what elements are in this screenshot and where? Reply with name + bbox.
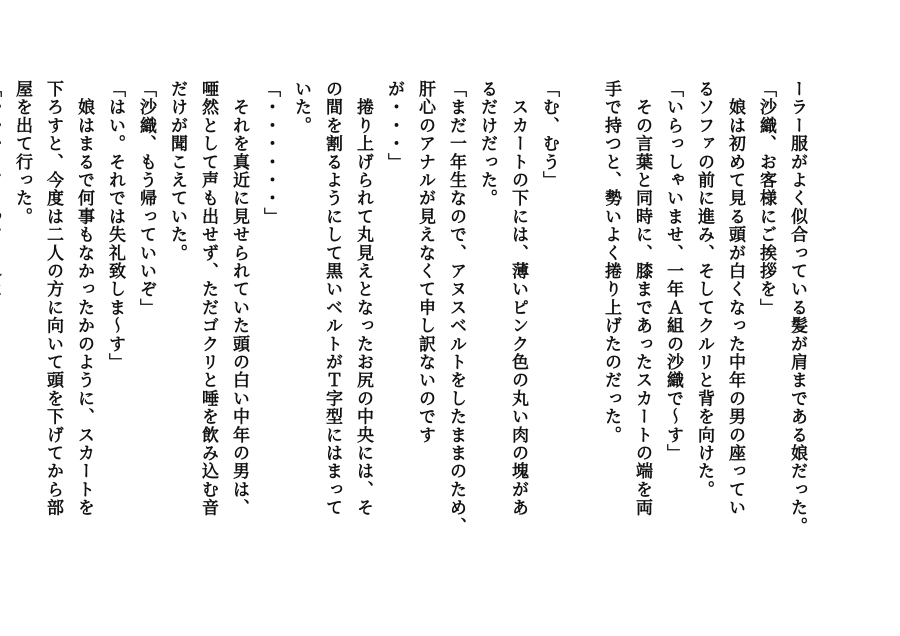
text-line: るソファの前に進み、そしてクルリと背を向けた。 — [694, 80, 714, 499]
text-line: スカートの下には、薄いピンク色の丸い肉の塊があ — [508, 80, 528, 517]
text-line: だけが聞こえていた。 — [167, 80, 187, 262]
text-line: 「はい。それでは失礼致しま～す」 — [105, 80, 125, 372]
text-line: 娘はまるで何事もなかったかのように、スカートを — [74, 80, 94, 517]
text-line: 「沙織、お客様にご挨拶を」 — [756, 80, 776, 317]
vertical-text-block — [12, 80, 812, 560]
text-line: 屋を出て行った。 — [12, 80, 32, 226]
text-line: 捲り上げられて丸見えとなったお尻の中央には、そ — [353, 80, 373, 517]
text-line: 「まだ一年生なので、アヌスベルトをしたままのため、 — [446, 80, 466, 535]
text-line: それを真近に見せられていた頭の白い中年の男は、 — [229, 80, 249, 517]
text-line: が・・・」 — [384, 80, 404, 171]
text-line: 「・・・・・・」 — [260, 80, 280, 226]
text-line: いた。 — [291, 80, 311, 135]
text-line: その言葉と同時に、膝まであったスカートの端を両 — [632, 80, 652, 517]
text-line: 下ろすと、今度は二人の方に向いて頭を下げてから部 — [43, 80, 63, 517]
text-line: 「む、むう」 — [539, 80, 559, 190]
text-line: るだけだった。 — [477, 80, 497, 208]
text-line: 手で持つと、勢いよく捲り上げたのだった。 — [601, 80, 621, 444]
text-line: 娘は初めて見る頭が白くなった中年の男の座ってい — [725, 80, 745, 517]
blank-line — [564, 80, 595, 560]
text-line: 肝心のアナルが見えなくて申し訳ないのです — [415, 80, 435, 444]
text-line: 「沙織、もう帰っていいぞ」 — [136, 80, 156, 317]
text-line — [0, 80, 6, 560]
text-line: の間を割るようにして黒いベルトがＴ字型にはまって — [322, 80, 342, 517]
text-line: 「いらっしゃいませ、一年Ａ組の沙織で～す」 — [663, 80, 683, 463]
text-line: 唖然として声も出せず、ただゴクリと唾を飲み込む音 — [198, 80, 218, 517]
text-line: ーラー服がよく似合っている髪が肩まである娘だった。 — [787, 80, 807, 535]
